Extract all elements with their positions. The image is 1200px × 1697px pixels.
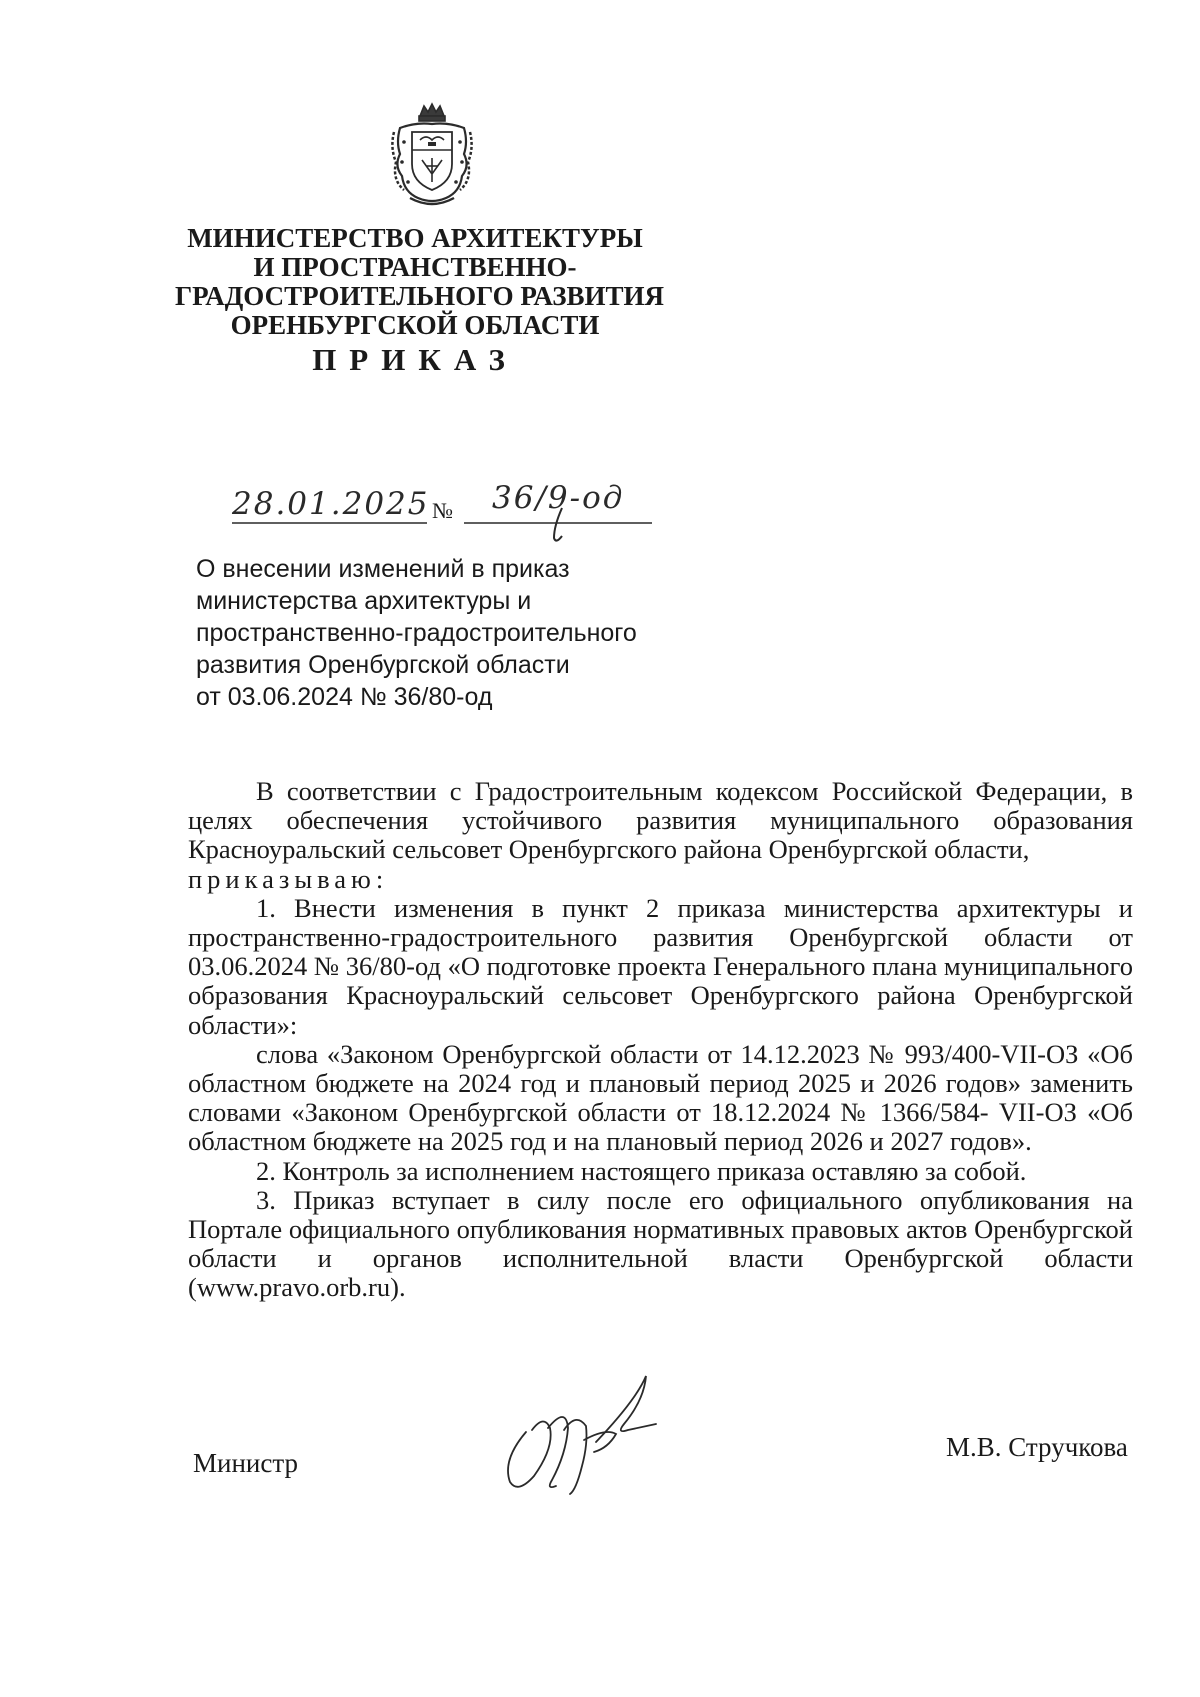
document-type-title: ПРИКАЗ (312, 342, 518, 377)
coat-of-arms-icon (386, 102, 478, 206)
ministry-line: МИНИСТЕРСТВО АРХИТЕКТУРЫ (187, 223, 643, 253)
handwritten-signature (496, 1370, 666, 1500)
item-2-paragraph: 2. Контроль за исполнением настоящего приказа оставляю за собой. (256, 1155, 1027, 1186)
underline-rule (232, 478, 652, 548)
registration-number: 36/9-од (492, 480, 625, 516)
ministry-line: ГРАДОСТРОИТЕЛЬНОГО РАЗВИТИЯ (175, 281, 664, 311)
item-1-change-paragraph: слова «Законом Оренбургской области от 14.12.2023 № 993/400-VII-ОЗ «Об областном бюджете на 2024 год и плановый период 2025 и 2026 годов» заменить словами «Законом Оренбургской области от 18.12.2024 № 1366/584- VII-ОЗ «Об областном бюджете на 2025 год и на плановый период 2026 и 2027 годов». (188, 1038, 1133, 1157)
subject-line: министерства архитектуры и (196, 587, 532, 615)
ministry-line: И ПРОСТРАНСТВЕННО- (253, 252, 577, 282)
number-sign: № (432, 498, 453, 523)
registration-date: 28.01.2025 (232, 486, 430, 522)
decree-word: приказываю: (188, 863, 389, 894)
subject-line: пространственно-градостроительного (196, 619, 637, 647)
ministry-header (175, 223, 664, 340)
registration-line (232, 478, 652, 548)
order-subject (196, 553, 676, 713)
order-body (188, 777, 1133, 1303)
ministry-line: ОРЕНБУРГСКОЙ ОБЛАСТИ (230, 310, 600, 340)
subject-line: от 03.06.2024 № 36/80-од (196, 683, 493, 711)
preamble-paragraph: В соответствии с Градостроительным кодексом Российской Федерации, в целях обеспечения устойчивого развития муниципального образования Красноуральский сельсовет Оренбургского района Оренбургской области, (188, 776, 1133, 865)
subject-line: О внесении изменений в приказ (196, 555, 570, 583)
item-3-paragraph: 3. Приказ вступает в силу после его официального опубликования на Портале официального опубликования нормативных правовых актов Оренбургской области и органов исполнительной власти Оренбургской области (www.pravo.orb.ru). (188, 1184, 1133, 1303)
subject-line: развития Оренбургской области (196, 651, 570, 679)
item-1-paragraph: 1. Внести изменения в пункт 2 приказа министерства архитектуры и пространственно-градостроительного развития Оренбургской области от 03.06.2024 № 36/80-од «О подготовке проекта Генерального плана муниципального образования Красноуральский сельсовет Оренбургского района Оренбургской области»: (188, 892, 1133, 1040)
signatory-role: Министр (193, 1448, 298, 1478)
signatory-name: М.В. Стручкова (946, 1432, 1128, 1462)
